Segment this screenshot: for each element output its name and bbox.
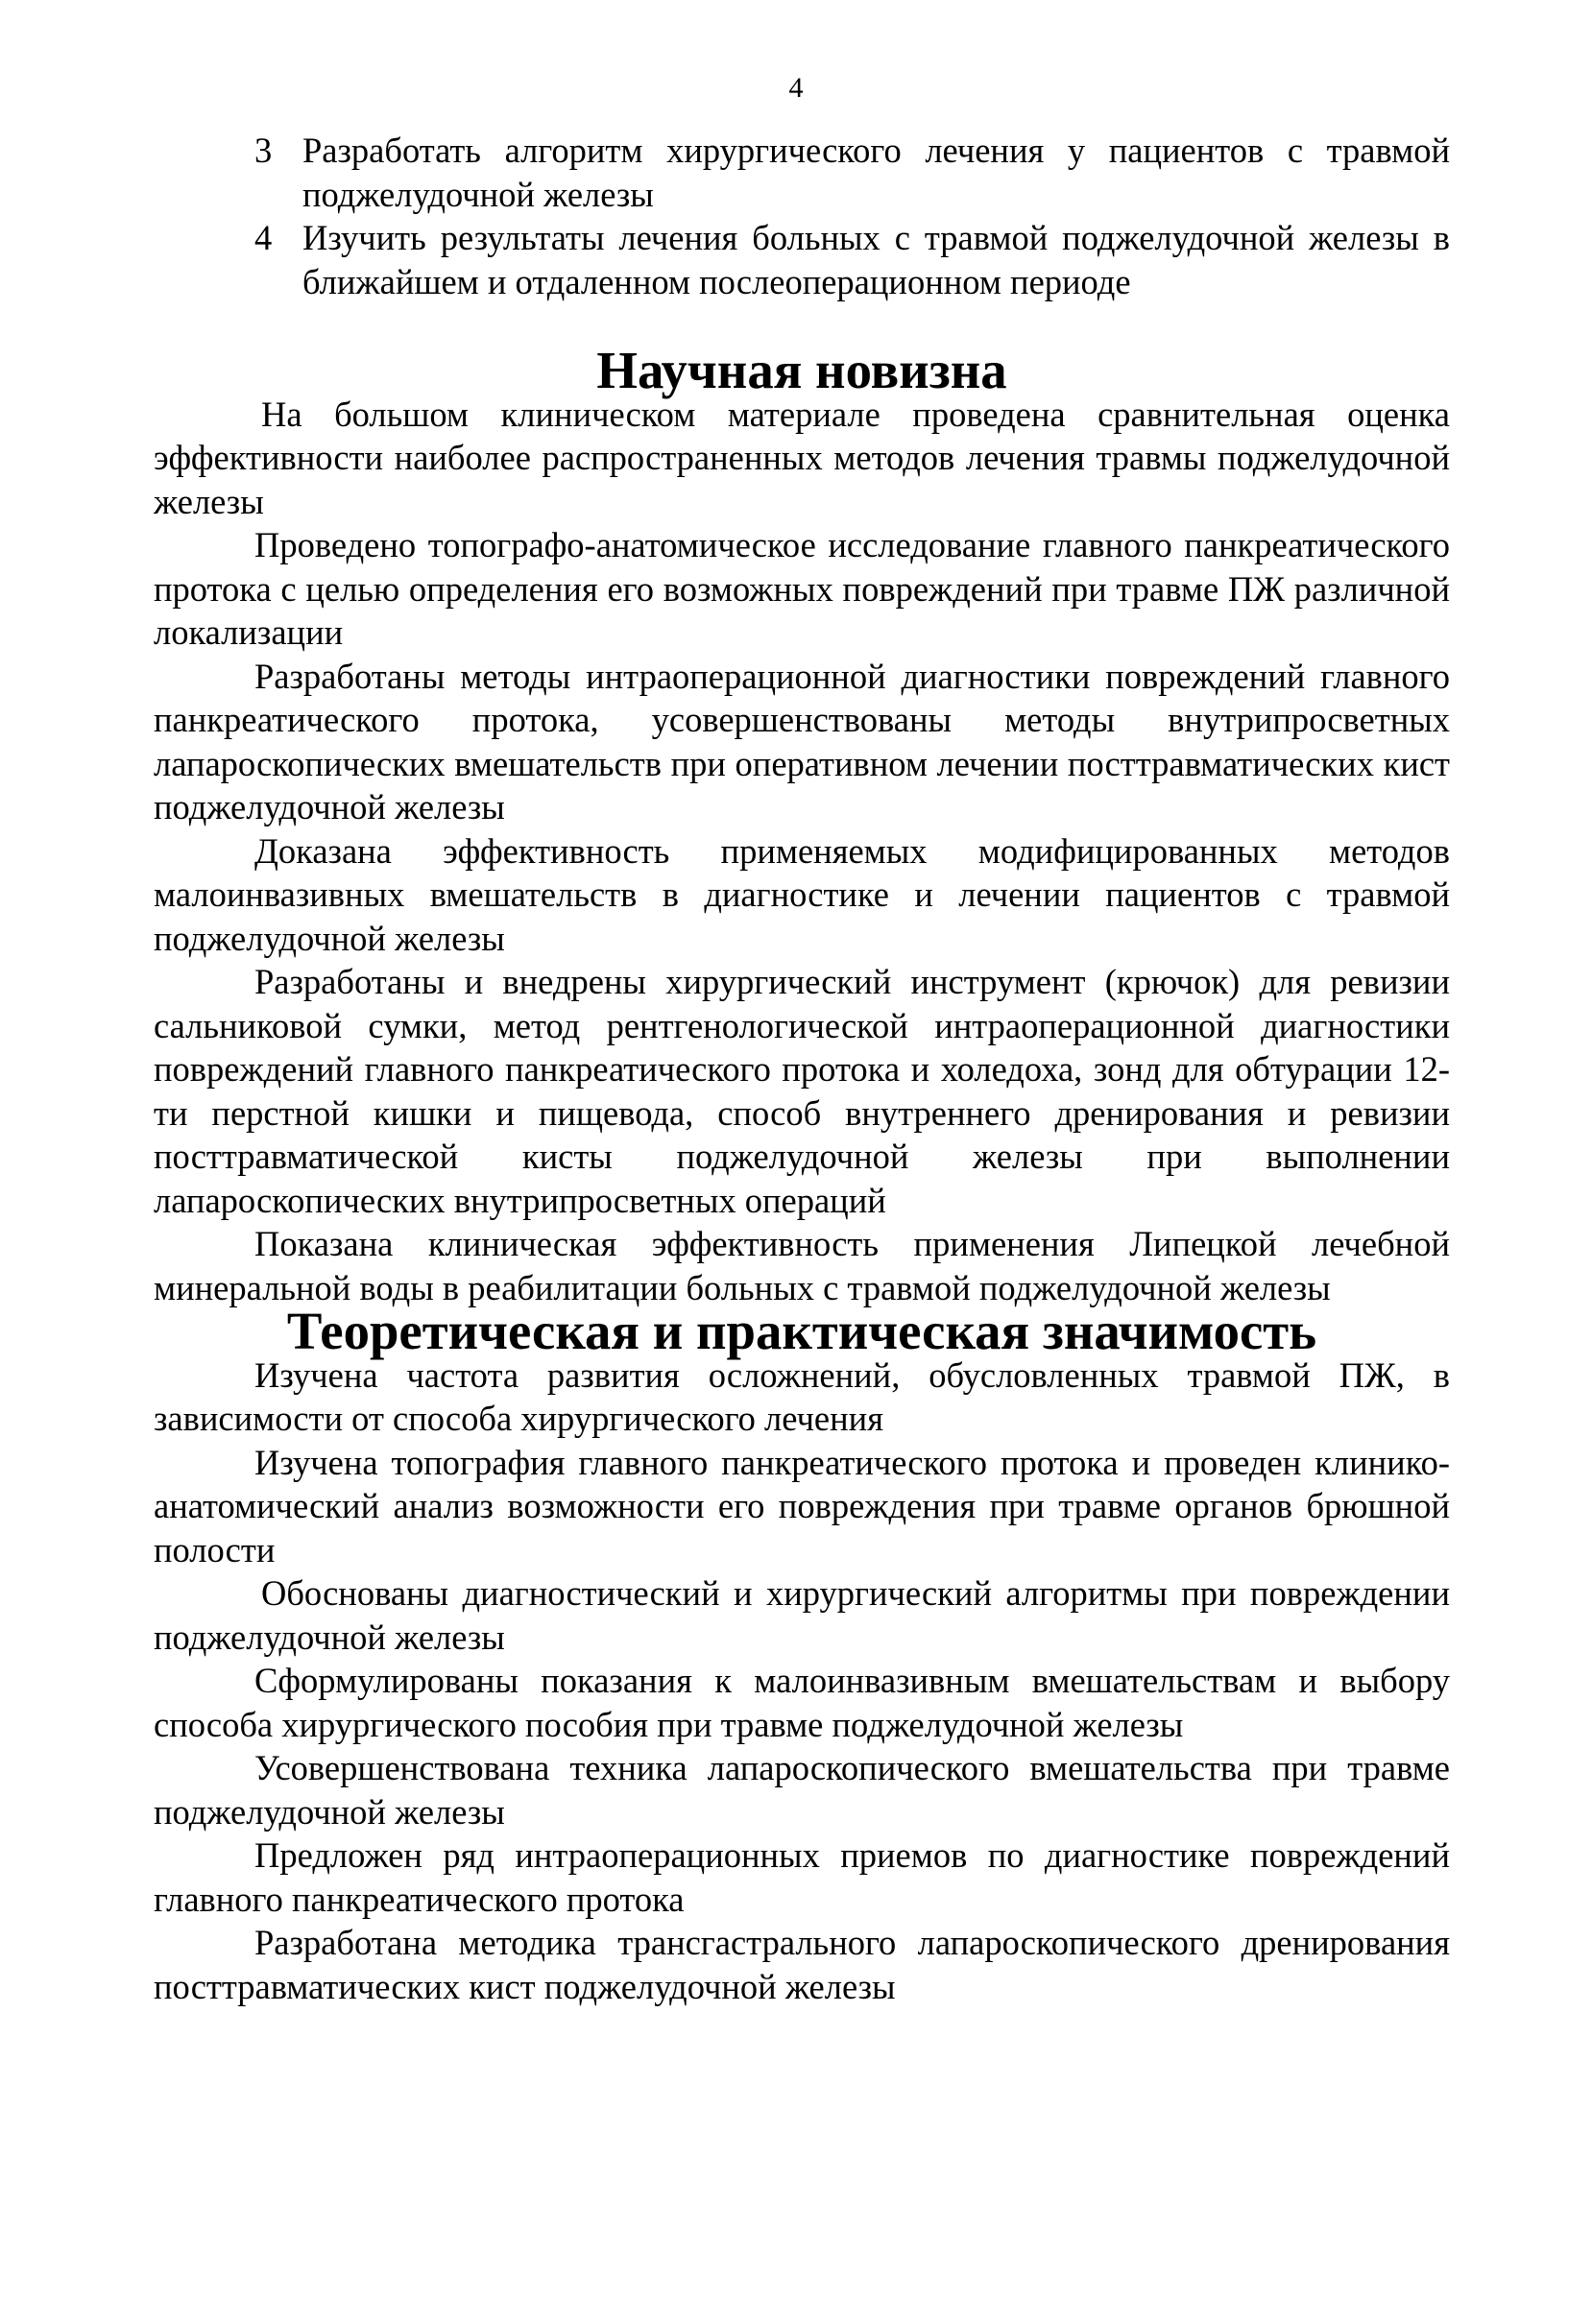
novelty-paragraph: Разработаны и внедрены хирургический инструмент (крючок) для ревизии сальниковой сумки, метод рентгенологической интраоперационной диагностики повреждений главного панкреатического протока и холедоха, зонд для обтурации 12-ти перстной кишки и пищевода, способ внутреннего дренирования и ревизии посттравматической кисты поджелудочной железы при выполнении лапароскопических внутрипросветных операций — [154, 962, 1450, 1220]
page-number: 4 — [788, 72, 804, 104]
significance-paragraph: Усовершенствована техника лапароскопического вмешательства при травме поджелудочной железы — [154, 1748, 1450, 1832]
section-heading-significance: Теоретическая и практическая значимость — [286, 1302, 1317, 1360]
significance-paragraph: Обоснованы диагностический и хирургический алгоритмы при повреждении поджелудочной железы — [154, 1573, 1450, 1657]
page-content — [154, 129, 1450, 2008]
task-list — [154, 129, 1450, 303]
significance-paragraph: Предложен ряд интраоперационных приемов по диагностике повреждений главного панкреатического протока — [154, 1835, 1450, 1919]
novelty-paragraph: Показана клиническая эффективность применения Липецкой лечебной минеральной воды в реабилитации больных с травмой поджелудочной железы — [154, 1224, 1450, 1307]
significance-paragraph: Разработана методика трансгастрального лапароскопического дренирования посттравматических кист поджелудочной железы — [154, 1923, 1450, 2006]
list-item-number: 4 — [254, 218, 273, 257]
list-item — [154, 216, 1450, 303]
list-item-text: Разработать алгоритм хирургического лечения у пациентов с травмой поджелудочной железы — [302, 131, 1450, 214]
significance-paragraph: Изучена топография главного панкреатического протока и проведен клинико-анатомический анализ возможности его повреждения при травме органов брюшной полости — [154, 1442, 1450, 1569]
list-item — [154, 129, 1450, 216]
novelty-paragraph: Разработаны методы интраоперационной диагностики повреждений главного панкреатического протока, усовершенствованы методы внутрипросветных лапароскопических вмешательств при оперативном лечении посттравматических кист поджелудочной железы — [154, 656, 1450, 827]
novelty-paragraph: Доказана эффективность применяемых модифицированных методов малоинвазивных вмешательств в диагностике и лечении пациентов с травмой поджелудочной железы — [154, 830, 1450, 958]
significance-paragraph: Сформулированы показания к малоинвазивным вмешательствам и выбору способа хирургического пособия при травме поджелудочной железы — [154, 1661, 1450, 1744]
section-heading-novelty: Научная новизна — [596, 341, 1007, 399]
novelty-paragraph: Проведено топографо-анатомическое исследование главного панкреатического протока с целью определения его возможных повреждений при травме ПЖ различной локализации — [154, 525, 1450, 652]
list-item-text: Изучить результаты лечения больных с травмой поджелудочной железы в ближайшем и отдаленном послеоперационном периоде — [302, 218, 1450, 301]
novelty-paragraph: На большом клиническом материале проведена сравнительная оценка эффективности наиболее распространенных методов лечения травмы поджелудочной железы — [154, 394, 1450, 521]
significance-paragraph: Изучена частота развития осложнений, обусловленных травмой ПЖ, в зависимости от способа хирургического лечения — [154, 1354, 1450, 1438]
list-item-number: 3 — [254, 131, 273, 170]
